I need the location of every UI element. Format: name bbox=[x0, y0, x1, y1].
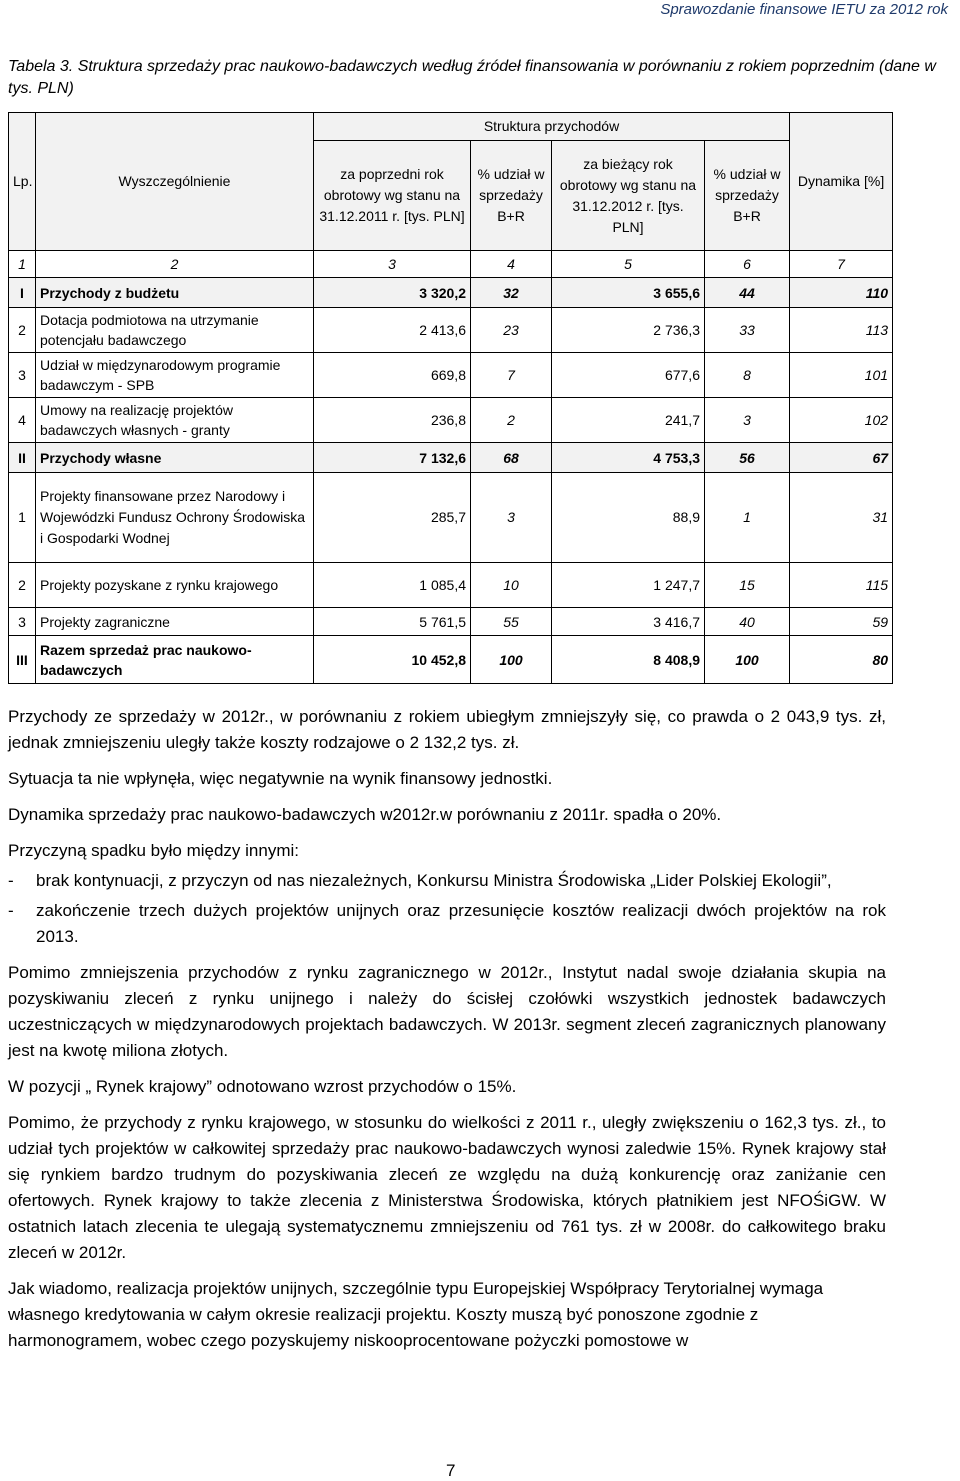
table-row bbox=[9, 398, 893, 443]
col-number: 2 bbox=[36, 251, 314, 278]
paragraph: Przychody ze sprzedaży w 2012r., w porównaniu z rokiem ubiegłym zmniejszyły się, co prawda o 2 043,9 tys. zł, jednak zmniejszeniu uległy także koszty rodzajowe o 2 132,2 tys. zł. bbox=[8, 707, 886, 752]
row-prev: 3 320,2 bbox=[314, 278, 471, 308]
table-row bbox=[9, 473, 893, 563]
header-curr-year: za bieżący rok obrotowy wg stanu na 31.12.2012 r. [tys. PLN] bbox=[552, 141, 705, 251]
row-share-curr: 44 bbox=[705, 278, 790, 308]
row-share-prev: 2 bbox=[471, 398, 552, 443]
row-share-prev: 32 bbox=[471, 278, 552, 308]
row-curr: 8 408,9 bbox=[552, 636, 705, 684]
dash-marker: - bbox=[8, 901, 14, 920]
body-text bbox=[8, 704, 886, 1364]
row-share-curr: 33 bbox=[705, 308, 790, 353]
row-share-prev: 23 bbox=[471, 308, 552, 353]
revenue-structure-table bbox=[8, 112, 893, 684]
row-share-curr: 100 bbox=[705, 636, 790, 684]
table-row bbox=[9, 636, 893, 684]
row-share-prev: 55 bbox=[471, 608, 552, 636]
row-curr: 3 416,7 bbox=[552, 608, 705, 636]
row-curr: 88,9 bbox=[552, 473, 705, 563]
table-row bbox=[9, 278, 893, 308]
row-share-curr: 15 bbox=[705, 563, 790, 608]
paragraph: Sytuacja ta nie wpłynęła, więc negatywnie na wynik finansowy jednostki. bbox=[8, 769, 553, 788]
header-lp: Lp. bbox=[9, 113, 36, 251]
row-lp: III bbox=[9, 636, 36, 684]
paragraph: Dynamika sprzedaży prac naukowo-badawczych w2012r.w porównaniu z 2011r. spadła o 20%. bbox=[8, 805, 722, 824]
row-lp: I bbox=[9, 278, 36, 308]
row-prev: 7 132,6 bbox=[314, 443, 471, 473]
row-dynamics: 102 bbox=[790, 398, 893, 443]
list-item bbox=[8, 868, 886, 894]
page-number: 7 bbox=[446, 1461, 456, 1480]
col-number: 7 bbox=[790, 251, 893, 278]
row-share-prev: 7 bbox=[471, 353, 552, 398]
list-item-text: brak kontynuacji, z przyczyn od nas niezależnych, Konkursu Ministra Środowiska „Lider Polskiej Ekologii”, bbox=[36, 871, 832, 890]
col-number: 3 bbox=[314, 251, 471, 278]
row-dynamics: 80 bbox=[790, 636, 893, 684]
row-lp: 3 bbox=[9, 353, 36, 398]
col-number: 6 bbox=[705, 251, 790, 278]
row-name: Udział w międzynarodowym programie badawczym - SPB bbox=[36, 353, 314, 398]
list-item bbox=[8, 898, 886, 950]
row-dynamics: 59 bbox=[790, 608, 893, 636]
col-number: 1 bbox=[9, 251, 36, 278]
row-curr: 2 736,3 bbox=[552, 308, 705, 353]
row-dynamics: 101 bbox=[790, 353, 893, 398]
row-curr: 241,7 bbox=[552, 398, 705, 443]
table-caption: Tabela 3. Struktura sprzedaży prac naukowo-badawczych według źródeł finansowania w porównaniu z rokiem poprzednim (dane w tys. PLN) bbox=[8, 58, 936, 97]
row-share-prev: 100 bbox=[471, 636, 552, 684]
row-name: Razem sprzedaż prac naukowo-badawczych bbox=[36, 636, 314, 684]
row-prev: 285,7 bbox=[314, 473, 471, 563]
row-name: Dotacja podmiotowa na utrzymanie potencjału badawczego bbox=[36, 308, 314, 353]
col-number: 4 bbox=[471, 251, 552, 278]
row-lp: 2 bbox=[9, 308, 36, 353]
paragraph: Pomimo zmniejszenia przychodów z rynku zagranicznego w 2012r., Instytut nadal swoje działania skupia na pozyskiwaniu zleceń z rynku unijnego i należy do ścisłej czołówki wszystkich jednostek badawczych uczestniczących w międzynarodowych projektach badawczych. W 2013r. segment zleceń zagranicznych planowany jest na kwotę miliona złotych. bbox=[8, 963, 886, 1060]
row-name: Projekty finansowane przez Narodowy i Wojewódzki Fundusz Ochrony Środowiska i Gospodarki Wodnej bbox=[36, 473, 314, 563]
table-row bbox=[9, 608, 893, 636]
row-share-prev: 68 bbox=[471, 443, 552, 473]
row-dynamics: 113 bbox=[790, 308, 893, 353]
header-share-curr: % udział w sprzedaży B+R bbox=[705, 141, 790, 251]
row-share-prev: 3 bbox=[471, 473, 552, 563]
row-lp: 4 bbox=[9, 398, 36, 443]
paragraph: Jak wiadomo, realizacja projektów unijnych, szczególnie typu Europejskiej Współpracy Terytorialnej wymaga własnego kredytowania w całym okresie realizacji projektu. Koszty muszą być ponoszone zgodnie z harmonogramem, wobec czego pozyskujemy niskooprocentowane pożyczki pomostowe w bbox=[8, 1279, 824, 1350]
column-number-row bbox=[9, 251, 893, 278]
header-prev-year: za poprzedni rok obrotowy wg stanu na 31.12.2011 r. [tys. PLN] bbox=[314, 141, 471, 251]
row-dynamics: 67 bbox=[790, 443, 893, 473]
row-share-prev: 10 bbox=[471, 563, 552, 608]
row-share-curr: 56 bbox=[705, 443, 790, 473]
row-prev: 1 085,4 bbox=[314, 563, 471, 608]
running-header: Sprawozdanie finansowe IETU za 2012 rok bbox=[660, 1, 948, 18]
table-row bbox=[9, 308, 893, 353]
row-dynamics: 31 bbox=[790, 473, 893, 563]
row-curr: 3 655,6 bbox=[552, 278, 705, 308]
paragraph: W pozycji „ Rynek krajowy” odnotowano wzrost przychodów o 15%. bbox=[8, 1077, 517, 1096]
table-row bbox=[9, 563, 893, 608]
table-row bbox=[9, 443, 893, 473]
row-name: Projekty pozyskane z rynku krajowego bbox=[36, 563, 314, 608]
list-item-text: zakończenie trzech dużych projektów unijnych oraz przesunięcie kosztów realizacji dwóch projektów na rok 2013. bbox=[36, 901, 886, 946]
row-curr: 1 247,7 bbox=[552, 563, 705, 608]
row-prev: 10 452,8 bbox=[314, 636, 471, 684]
row-share-curr: 40 bbox=[705, 608, 790, 636]
dash-marker: - bbox=[8, 871, 14, 890]
row-share-curr: 8 bbox=[705, 353, 790, 398]
table-row bbox=[9, 353, 893, 398]
paragraph: Pomimo, że przychody z rynku krajowego, w stosunku do wielkości z 2011 r., uległy zwiększeniu o 162,3 tys. zł., to udział tych projektów w całkowitej sprzedaży prac naukowo-badawczych wynosi zaledwie 15%. Rynek krajowy stał się rynkiem bardzo trudnym do pozyskiwania zleceń ze względu na dużą konkurencję oraz zaniżanie cen ofertowych. Rynek krajowy to także zlecenia z Ministerstwa Środowiska, których płatnikiem jest NFOŚiGW. W ostatnich latach zlecenia te ulegają systematycznemu zmniejszeniu od 761 tys. zł w 2008r. do całkowitego braku zleceń w 2012r. bbox=[8, 1113, 886, 1262]
row-name: Umowy na realizację projektów badawczych własnych - granty bbox=[36, 398, 314, 443]
paragraph: Przyczyną spadku było między innymi: bbox=[8, 841, 300, 860]
row-dynamics: 110 bbox=[790, 278, 893, 308]
header-dynamics: Dynamika [%] bbox=[790, 113, 893, 251]
row-curr: 4 753,3 bbox=[552, 443, 705, 473]
row-lp: II bbox=[9, 443, 36, 473]
row-curr: 677,6 bbox=[552, 353, 705, 398]
row-name: Przychody własne bbox=[36, 443, 314, 473]
row-dynamics: 115 bbox=[790, 563, 893, 608]
row-prev: 669,8 bbox=[314, 353, 471, 398]
row-share-curr: 1 bbox=[705, 473, 790, 563]
row-prev: 2 413,6 bbox=[314, 308, 471, 353]
row-prev: 5 761,5 bbox=[314, 608, 471, 636]
header-name: Wyszczególnienie bbox=[36, 113, 314, 251]
row-prev: 236,8 bbox=[314, 398, 471, 443]
row-share-curr: 3 bbox=[705, 398, 790, 443]
row-lp: 2 bbox=[9, 563, 36, 608]
row-name: Projekty zagraniczne bbox=[36, 608, 314, 636]
col-number: 5 bbox=[552, 251, 705, 278]
header-share-prev: % udział w sprzedaży B+R bbox=[471, 141, 552, 251]
row-lp: 1 bbox=[9, 473, 36, 563]
header-group: Struktura przychodów bbox=[314, 113, 790, 141]
row-name: Przychody z budżetu bbox=[36, 278, 314, 308]
row-lp: 3 bbox=[9, 608, 36, 636]
